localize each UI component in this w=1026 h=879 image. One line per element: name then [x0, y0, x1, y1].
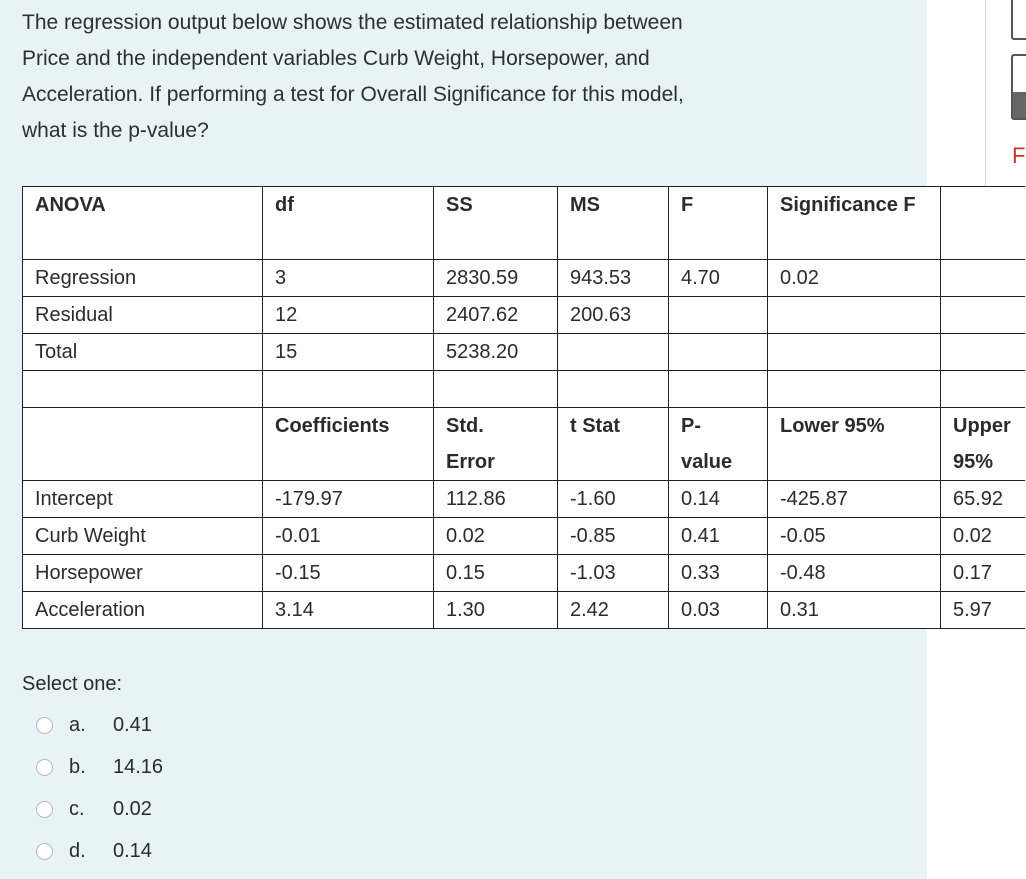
answer-option-b[interactable]: [36, 749, 163, 785]
table-cell-empty: [23, 371, 263, 408]
coef-cell-t-stat: -1.60: [558, 481, 669, 518]
radio-button[interactable]: [36, 759, 53, 776]
coef-header-blank: [23, 408, 263, 481]
question-nav-button-current[interactable]: [1011, 54, 1026, 120]
coef-cell-upper: 65.92: [941, 481, 1025, 518]
answer-option-c[interactable]: [36, 791, 152, 827]
option-letter: a.: [69, 714, 86, 736]
question-line: Acceleration. If performing a test for Overall Significance for this model,: [22, 83, 684, 106]
anova-cell-ss: 2407.62: [434, 297, 558, 334]
anova-cell-f: [669, 334, 768, 371]
coef-row-label: Horsepower: [23, 555, 263, 592]
coef-header-coefficients: Coefficients: [263, 408, 434, 481]
coef-cell-upper: 5.97: [941, 592, 1025, 629]
option-value: 0.41: [113, 714, 152, 736]
anova-header-row: [23, 187, 1025, 260]
radio-button[interactable]: [36, 717, 53, 734]
coef-cell-coefficient: -179.97: [263, 481, 434, 518]
option-letter: d.: [69, 840, 86, 862]
anova-header-significance: Significance F: [768, 187, 941, 260]
coef-cell-p-value: 0.41: [669, 518, 768, 555]
option-value: 14.16: [113, 756, 164, 778]
anova-cell-f: 4.70: [669, 260, 768, 297]
table-cell-empty: [941, 334, 1025, 371]
anova-cell-significance: [768, 334, 941, 371]
table-row: [23, 555, 1025, 592]
table-cell-empty: [941, 187, 1025, 260]
table-spacer-row: [23, 371, 1025, 408]
anova-header-ms: MS: [558, 187, 669, 260]
coef-cell-std-error: 112.86: [434, 481, 558, 518]
coef-cell-std-error: 0.15: [434, 555, 558, 592]
coefficients-header-row: [23, 408, 1025, 481]
coef-cell-p-value: 0.33: [669, 555, 768, 592]
coef-cell-upper: 0.02: [941, 518, 1025, 555]
answer-option-d[interactable]: [36, 833, 152, 869]
table-cell-empty: [941, 260, 1025, 297]
coef-cell-lower: 0.31: [768, 592, 941, 629]
anova-header-ss: SS: [434, 187, 558, 260]
coef-cell-coefficient: 3.14: [263, 592, 434, 629]
coef-cell-std-error: 1.30: [434, 592, 558, 629]
regression-output-table: [22, 186, 1025, 629]
question-text: [22, 5, 902, 149]
coef-header-t-stat: t Stat: [558, 408, 669, 481]
anova-cell-f: [669, 297, 768, 334]
coef-header-upper: Upper 95%: [941, 408, 1025, 481]
option-letter: b.: [69, 756, 86, 778]
question-nav-button[interactable]: [1011, 0, 1026, 40]
coef-cell-coefficient: -0.15: [263, 555, 434, 592]
coef-cell-p-value: 0.14: [669, 481, 768, 518]
coef-cell-lower: -0.05: [768, 518, 941, 555]
anova-cell-ss: 2830.59: [434, 260, 558, 297]
coef-row-label: Acceleration: [23, 592, 263, 629]
coef-cell-upper: 0.17: [941, 555, 1025, 592]
table-row: [23, 481, 1025, 518]
table-cell-empty: [941, 297, 1025, 334]
coef-cell-t-stat: 2.42: [558, 592, 669, 629]
option-value: 0.14: [113, 840, 152, 862]
anova-cell-significance: 0.02: [768, 260, 941, 297]
anova-cell-significance: [768, 297, 941, 334]
radio-button[interactable]: [36, 843, 53, 860]
option-value: 0.02: [113, 798, 152, 820]
table-row: [23, 334, 1025, 371]
table-row: [23, 297, 1025, 334]
answer-option-a[interactable]: [36, 707, 152, 743]
coef-header-std-error: Std. Error: [434, 408, 558, 481]
coef-header-p-value: P- value: [669, 408, 768, 481]
anova-cell-ss: 5238.20: [434, 334, 558, 371]
anova-cell-df: 15: [263, 334, 434, 371]
anova-cell-ms: [558, 334, 669, 371]
question-line: what is the p-value?: [22, 119, 209, 142]
anova-row-label: Total: [23, 334, 263, 371]
anova-cell-ms: 943.53: [558, 260, 669, 297]
table-cell-empty: [768, 371, 941, 408]
select-one-label: Select one:: [22, 673, 123, 695]
coef-header-lower: Lower 95%: [768, 408, 941, 481]
table-cell-empty: [434, 371, 558, 408]
nav-answered-fill: [1013, 92, 1026, 118]
question-line: Price and the independent variables Curb Weight, Horsepower, and: [22, 47, 650, 70]
table-row: [23, 592, 1025, 629]
anova-cell-df: 3: [263, 260, 434, 297]
anova-row-label: Regression: [23, 260, 263, 297]
coef-cell-coefficient: -0.01: [263, 518, 434, 555]
coef-cell-p-value: 0.03: [669, 592, 768, 629]
radio-button[interactable]: [36, 801, 53, 818]
coef-cell-lower: -0.48: [768, 555, 941, 592]
anova-row-label: Residual: [23, 297, 263, 334]
anova-header-f: F: [669, 187, 768, 260]
coef-row-label: Intercept: [23, 481, 263, 518]
anova-header-title: ANOVA: [23, 187, 263, 260]
table-cell-empty: [558, 371, 669, 408]
anova-header-df: df: [263, 187, 434, 260]
table-cell-empty: [263, 371, 434, 408]
option-letter: c.: [69, 798, 85, 820]
nav-flag-letter[interactable]: F: [1012, 143, 1026, 168]
table-row: [23, 518, 1025, 555]
anova-cell-ms: 200.63: [558, 297, 669, 334]
table-row: [23, 260, 1025, 297]
anova-cell-df: 12: [263, 297, 434, 334]
coef-row-label: Curb Weight: [23, 518, 263, 555]
table-cell-empty: [669, 371, 768, 408]
table-cell-empty: [941, 371, 1025, 408]
coef-cell-t-stat: -1.03: [558, 555, 669, 592]
coef-cell-std-error: 0.02: [434, 518, 558, 555]
question-line: The regression output below shows the estimated relationship between: [22, 11, 683, 34]
coef-cell-lower: -425.87: [768, 481, 941, 518]
coef-cell-t-stat: -0.85: [558, 518, 669, 555]
